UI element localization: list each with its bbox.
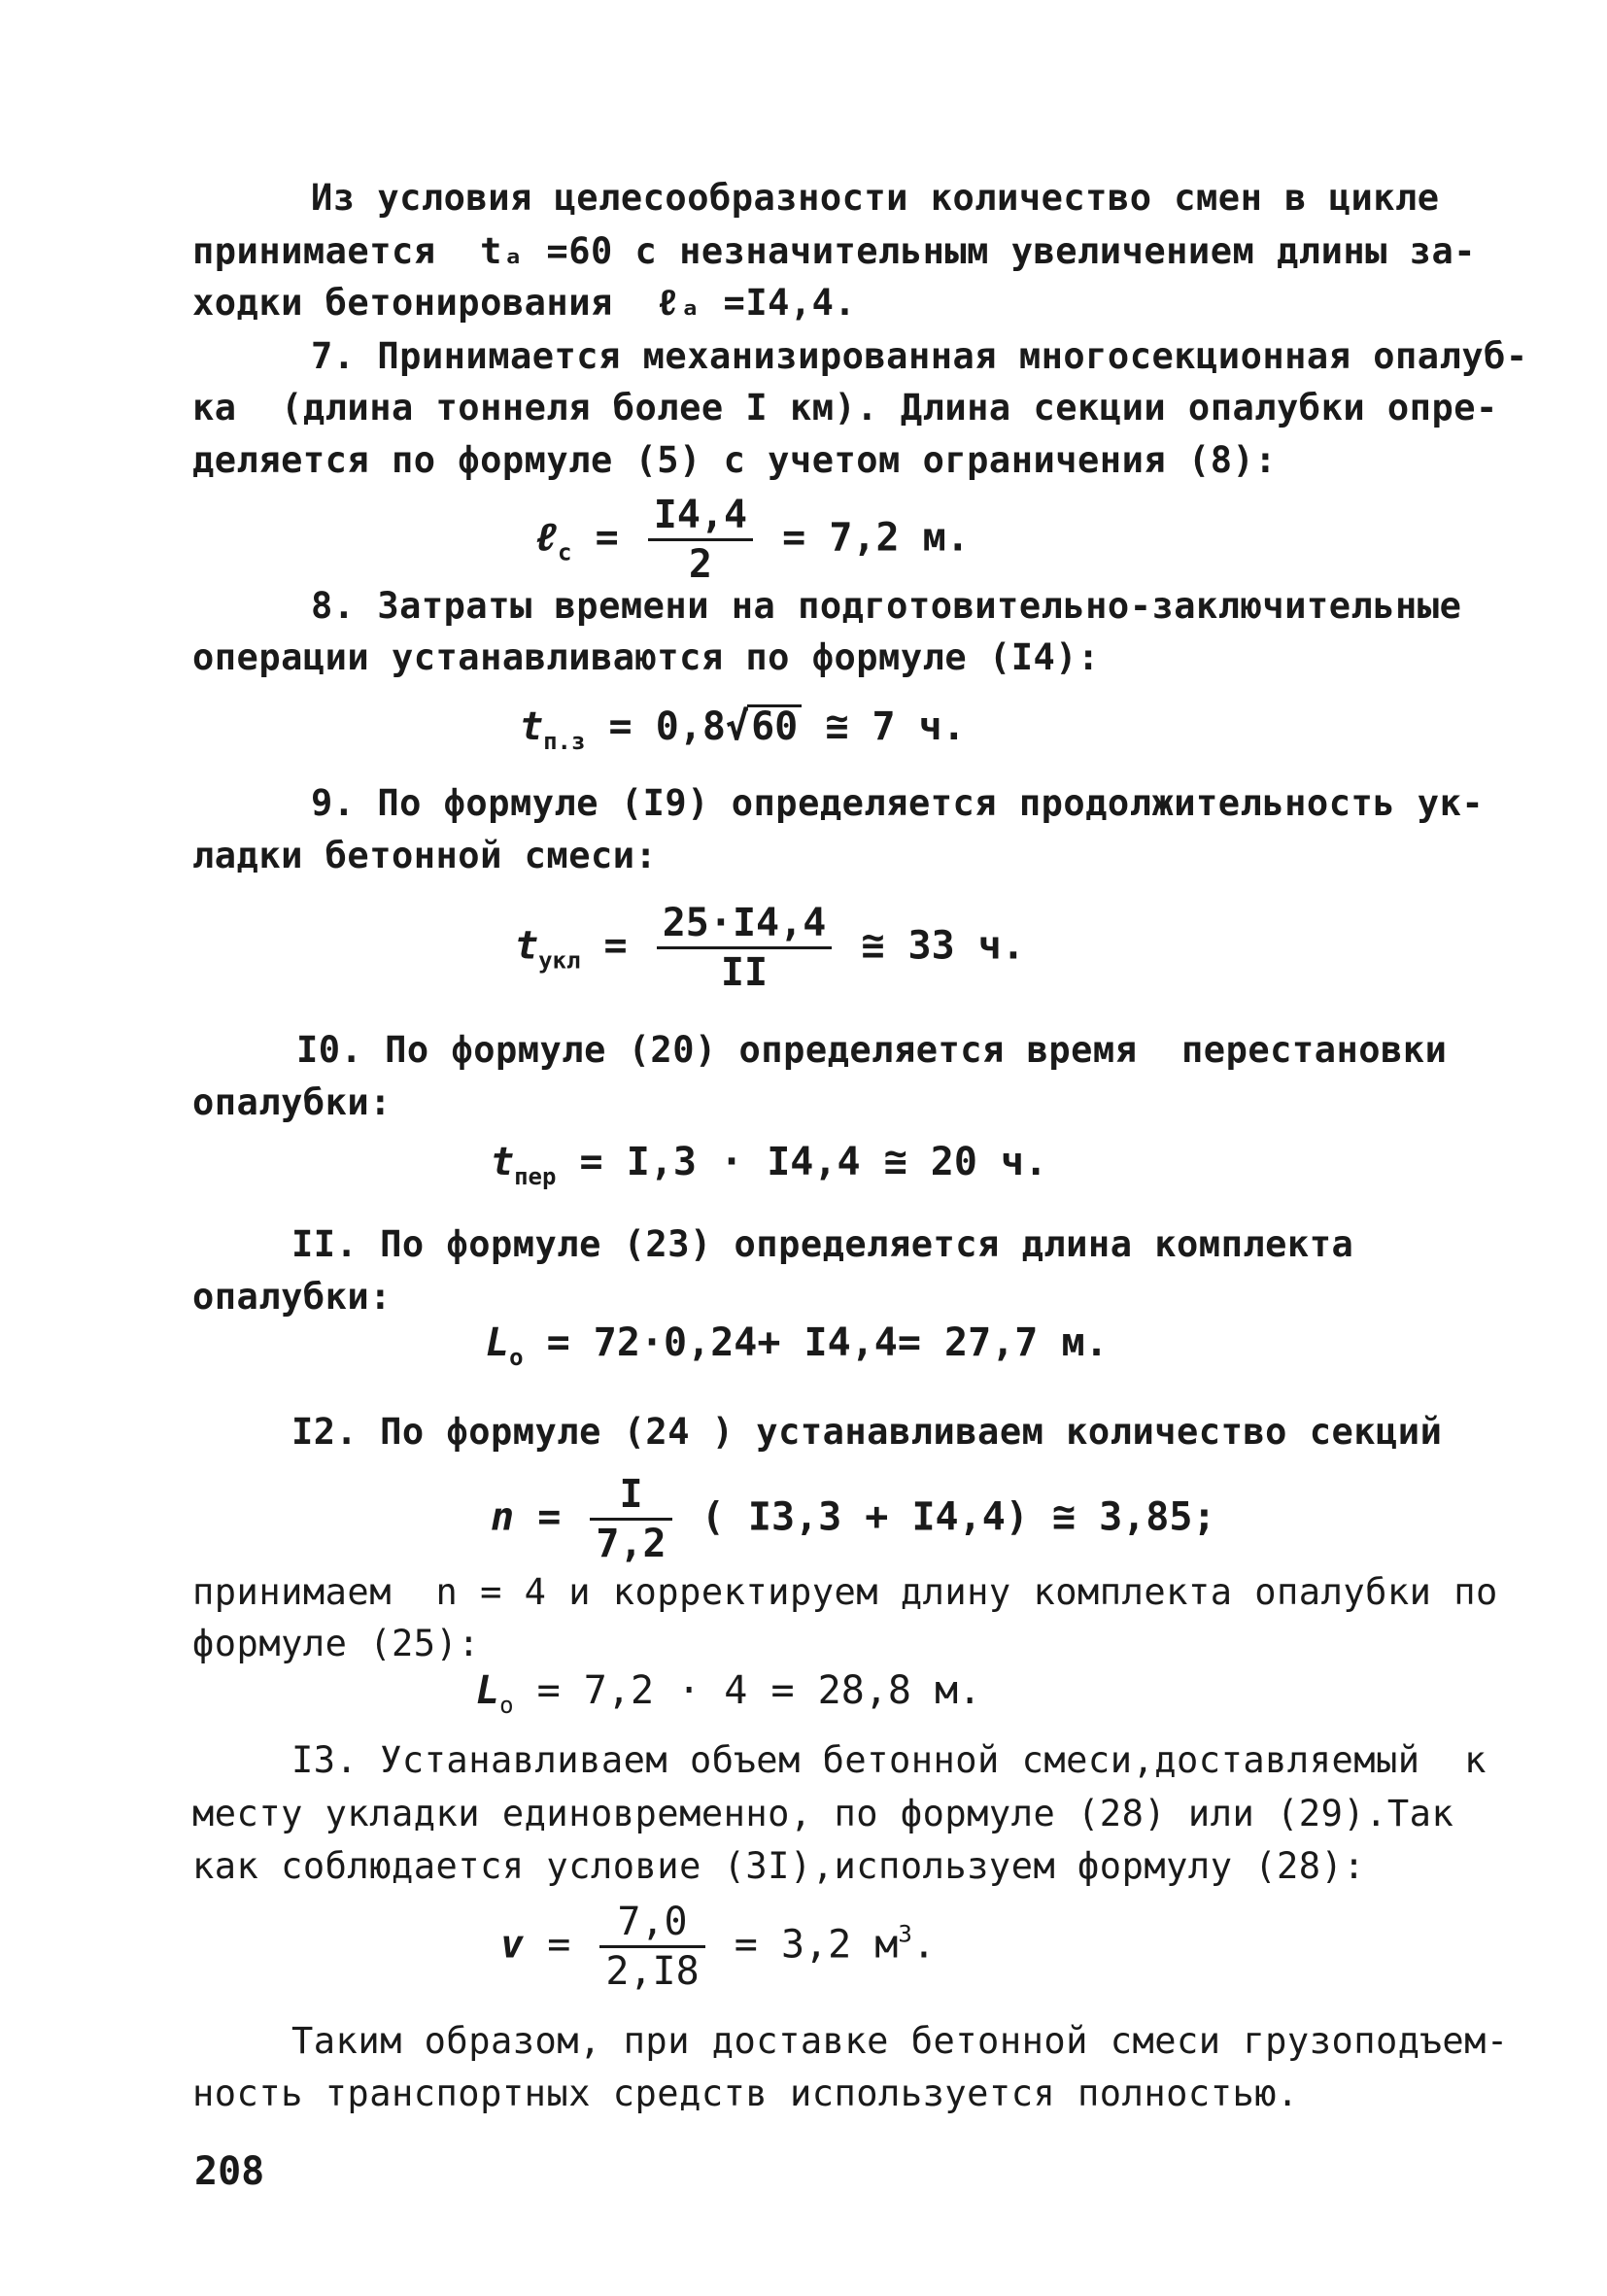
- text-line: I0. По формуле (20) определяется время перестановки: [296, 1029, 1448, 1071]
- text-line: деляется по формуле (5) с учетом ограничения (8):: [192, 439, 1278, 481]
- equation-section-count: n = $\frac{I}{7,2}$ ( I3,3 + I4,4) ≅ 3,85;: [491, 1472, 1216, 1566]
- equation-set-length: $L_о = 72\cdot 0,24+ I4,4= 27,7$ м.: [486, 1320, 1109, 1371]
- text-line: формуле (25):: [192, 1623, 481, 1664]
- text-line: I3. Устанавливаем объем бетонной смеси,доставляемый к: [291, 1739, 1487, 1781]
- equation-section-length: ℓ$_с$ = $\frac{I4,4}{2}$ = 7,2 м.: [534, 493, 970, 587]
- text-line: 8. Затраты времени на подготовительно-заключительные: [311, 585, 1462, 627]
- equation-corrected-set-length: $L_о = 7,2 \cdot 4 = 28,8$ м.: [476, 1668, 982, 1719]
- text-line: 9. По формуле (I9) определяется продолжительность ук-: [311, 782, 1485, 824]
- equation-concrete-volume: v = $\frac{7,0}{2,I8}$ = 3,2 $м^3$.: [500, 1900, 936, 1994]
- text-line: 7. Принимается механизированная многосекционная опалуб-: [311, 335, 1528, 377]
- text-line: принимается tₐ =60 с незначительным увеличением длины за-: [192, 230, 1477, 272]
- text-line: ность транспортных средств используется полностью.: [192, 2073, 1299, 2114]
- text-line: ка (длина тоннеля более I км). Длина секции опалубки опре-: [192, 387, 1498, 428]
- text-line: Таким образом, при доставке бетонной смеси грузоподъем-: [291, 2020, 1509, 2062]
- text-line: ходки бетонирования ℓₐ =I4,4.: [192, 282, 857, 324]
- text-line: Из условия целесообразности количество смен в цикле: [311, 177, 1440, 219]
- text-line: ладки бетонной смеси:: [192, 835, 658, 876]
- equation-prep-time: $t_{п.з} = 0,8√60$ ≅ 7 ч.: [520, 704, 966, 755]
- equation-laying-time: $t_{укл}$ = $\frac{25\cdot I4,4}{II}$ ≅ 33 ч.: [515, 901, 1025, 995]
- text-line: месту укладки единовременно, по формуле (28) или (29).Так: [192, 1793, 1454, 1834]
- text-line: II. По формуле (23) определяется длина комплекта: [291, 1223, 1354, 1265]
- text-line: I2. По формуле (24 ) устанавливаем количество секций: [291, 1411, 1443, 1453]
- text-line: как соблюдается условие (3I),используем формулу (28):: [192, 1845, 1366, 1887]
- page-number: 208: [194, 2149, 265, 2194]
- text-line: принимаем n = 4 и корректируем длину комплекта опалубки по: [192, 1571, 1498, 1613]
- text-line: опалубки:: [192, 1081, 392, 1123]
- equation-relocation-time: $t_{пер} = I,3 \cdot I4,4$ ≅ 20 ч.: [491, 1140, 1048, 1190]
- text-line: операции устанавливаются по формуле (I4):: [192, 636, 1100, 678]
- text-line: опалубки:: [192, 1276, 392, 1318]
